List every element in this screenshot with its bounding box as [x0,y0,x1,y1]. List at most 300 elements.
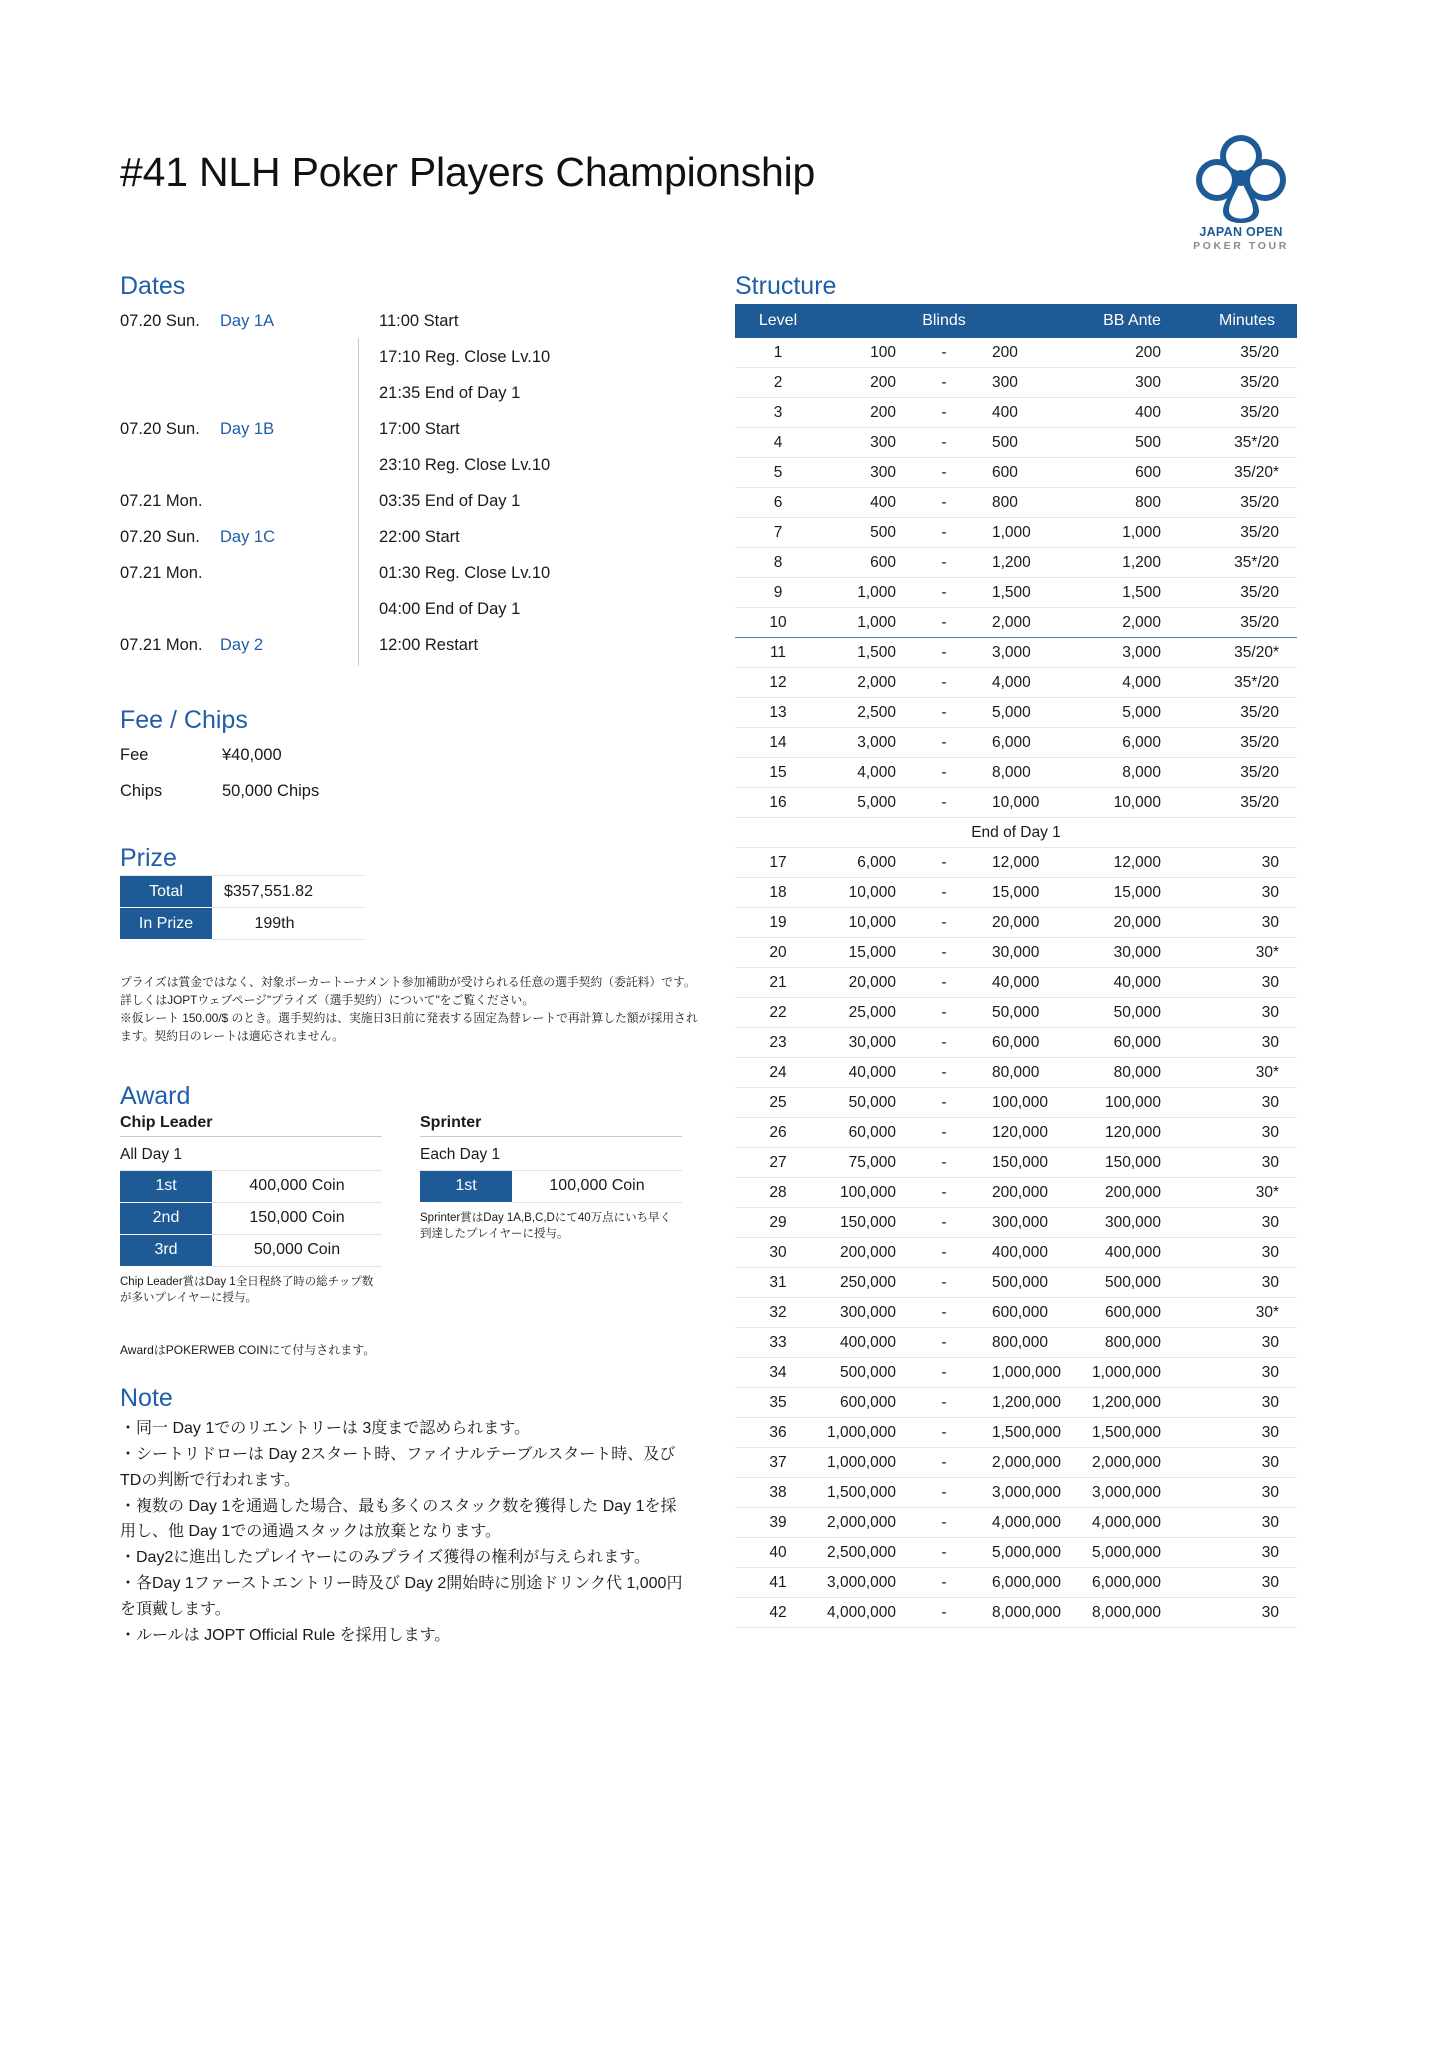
structure-minutes: 30* [1197,938,1297,968]
structure-small-blind: 75,000 [821,1148,903,1178]
structure-blind-dash: - [903,998,985,1028]
structure-big-blind: 800 [985,488,1067,518]
structure-level: 33 [735,1328,821,1358]
structure-small-blind: 200 [821,368,903,398]
structure-level: 24 [735,1058,821,1088]
date-time-label: 22:00 Start [379,528,460,547]
structure-blind-dash: - [903,368,985,398]
structure-big-blind: 8,000 [985,758,1067,788]
structure-level: 26 [735,1118,821,1148]
structure-bb-ante: 400,000 [1067,1238,1197,1268]
structure-blind-dash: - [903,428,985,458]
structure-minutes: 30* [1197,1058,1297,1088]
structure-big-blind: 1,000,000 [985,1358,1067,1388]
structure-end-of-day-label: End of Day 1 [735,818,1297,848]
fee-chips-section [120,706,705,810]
structure-level: 15 [735,758,821,788]
structure-bb-ante: 1,000 [1067,518,1197,548]
structure-level: 31 [735,1268,821,1298]
structure-bb-ante: 12,000 [1067,848,1197,878]
note-item: ・Day2に進出したプレイヤーにのみプライズ獲得の権利が与えられます。 [120,1549,650,1567]
structure-bb-ante: 8,000,000 [1067,1598,1197,1628]
structure-big-blind: 2,000,000 [985,1448,1067,1478]
structure-small-blind: 5,000 [821,788,903,818]
date-row [120,304,705,340]
structure-row [735,1148,1297,1178]
structure-level: 25 [735,1088,821,1118]
fee-row-value: ¥40,000 [222,746,282,764]
note-list [120,1416,690,1649]
page-header [120,150,1330,280]
structure-small-blind: 1,000,000 [821,1418,903,1448]
structure-small-blind: 1,000,000 [821,1448,903,1478]
structure-level: 3 [735,398,821,428]
logo-sub: POKER TOUR [1193,240,1289,252]
structure-bb-ante: 1,200,000 [1067,1388,1197,1418]
note-item: ・ルールは JOPT Official Rule を採用します。 [120,1627,451,1645]
note-heading: Note [120,1384,173,1413]
structure-big-blind: 6,000 [985,728,1067,758]
structure-row [735,1508,1297,1538]
structure-row [735,1538,1297,1568]
structure-big-blind: 300,000 [985,1208,1067,1238]
prize-row-key: In Prize [120,908,212,940]
structure-blind-dash: - [903,758,985,788]
structure-bb-ante: 20,000 [1067,908,1197,938]
structure-row [735,938,1297,968]
structure-blind-dash: - [903,1478,985,1508]
structure-minutes: 30 [1197,1238,1297,1268]
prize-row [120,908,365,940]
dates-heading: Dates [120,272,186,300]
structure-blind-dash: - [903,1268,985,1298]
structure-level: 5 [735,458,821,488]
structure-big-blind: 20,000 [985,908,1067,938]
structure-blind-dash: - [903,1148,985,1178]
chip-leader-row-value: 400,000 Coin [212,1170,382,1202]
structure-bb-ante: 10,000 [1067,788,1197,818]
structure-level: 38 [735,1478,821,1508]
structure-big-blind: 1,200 [985,548,1067,578]
structure-blind-dash: - [903,638,985,668]
date-label: 07.20 Sun. [120,528,200,547]
structure-minutes: 30 [1197,1508,1297,1538]
structure-minutes: 35/20 [1197,608,1297,638]
structure-small-blind: 400 [821,488,903,518]
prize-fine-print-line: ※仮レート 150.00/$ のとき。選手契約は、実施日3日前に発表する固定為替レートで再計算した額が採用されます。契約日のレートは適応されません。 [120,1011,698,1044]
structure-big-blind: 15,000 [985,878,1067,908]
structure-small-blind: 2,000 [821,668,903,698]
structure-blind-dash: - [903,1538,985,1568]
structure-row [735,1028,1297,1058]
fee-row-label: Chips [120,782,163,800]
structure-minutes: 30 [1197,1208,1297,1238]
date-time-label: 01:30 Reg. Close Lv.10 [379,564,551,583]
structure-bb-ante: 150,000 [1067,1148,1197,1178]
sprinter-fine-print: Sprinter賞はDay 1A,B,C,Dにて40万点にいち早く到達したプレイヤーに授与。 [420,1211,672,1241]
structure-level: 41 [735,1568,821,1598]
structure-row [735,758,1297,788]
structure-row [735,1358,1297,1388]
structure-blind-dash: - [903,788,985,818]
sprinter-row-rank: 1st [420,1170,512,1202]
left-column [120,272,705,1649]
structure-small-blind: 1,000 [821,578,903,608]
structure-minutes: 30 [1197,878,1297,908]
structure-small-blind: 200 [821,398,903,428]
structure-blind-dash: - [903,338,985,368]
structure-big-blind: 3,000 [985,638,1067,668]
structure-big-blind: 3,000,000 [985,1478,1067,1508]
structure-blind-dash: - [903,1238,985,1268]
dates-list [120,304,705,664]
structure-bb-ante: 1,000,000 [1067,1358,1197,1388]
structure-blind-dash: - [903,1568,985,1598]
structure-big-blind: 600 [985,458,1067,488]
structure-small-blind: 10,000 [821,878,903,908]
structure-big-blind: 400,000 [985,1238,1067,1268]
structure-minutes: 35/20 [1197,788,1297,818]
date-row [120,592,705,628]
structure-small-blind: 60,000 [821,1118,903,1148]
structure-level: 10 [735,608,821,638]
structure-big-blind: 500 [985,428,1067,458]
structure-row [735,1118,1297,1148]
structure-bb-ante: 600 [1067,458,1197,488]
award-heading: Award [120,1081,191,1110]
fee-row-value: 50,000 Chips [222,782,320,800]
prize-fine-print-line: 詳しくはJOPTウェブページ"プライズ（選手契約）について"をご覧ください。 [120,993,535,1008]
structure-big-blind: 12,000 [985,848,1067,878]
structure-blind-dash: - [903,848,985,878]
sprinter-table [420,1170,682,1203]
structure-big-blind: 600,000 [985,1298,1067,1328]
structure-row [735,1268,1297,1298]
chip-leader-fine-print: Chip Leader賞はDay 1全日程終了時の総チップ数が多いプレイヤーに授与。 [120,1275,374,1305]
structure-row [735,488,1297,518]
column-header-minutes: Minutes [1197,304,1297,338]
structure-blind-dash: - [903,1328,985,1358]
structure-row [735,1478,1297,1508]
chip-leader-row [120,1170,382,1202]
structure-small-blind: 1,500,000 [821,1478,903,1508]
structure-minutes: 30 [1197,1148,1297,1178]
structure-big-blind: 120,000 [985,1118,1067,1148]
structure-blind-dash: - [903,1358,985,1388]
structure-level: 42 [735,1598,821,1628]
structure-big-blind: 1,500,000 [985,1418,1067,1448]
structure-row [735,368,1297,398]
structure-bb-ante: 5,000,000 [1067,1538,1197,1568]
date-time-label: 17:10 Reg. Close Lv.10 [379,348,551,367]
structure-minutes: 30 [1197,968,1297,998]
structure-minutes: 30 [1197,1568,1297,1598]
structure-small-blind: 250,000 [821,1268,903,1298]
structure-blind-dash: - [903,1088,985,1118]
structure-row [735,848,1297,878]
structure-row [735,428,1297,458]
structure-minutes: 35/20* [1197,638,1297,668]
note-item: ・複数の Day 1を通過した場合、最も多くのスタック数を獲得した Day 1を採用し、他 Day 1での通過スタックは放棄となります。 [120,1497,677,1541]
structure-table-head [735,304,1297,338]
structure-row [735,1208,1297,1238]
chip-leader-row-rank: 1st [120,1170,212,1202]
structure-small-blind: 2,500,000 [821,1538,903,1568]
structure-row [735,1298,1297,1328]
structure-level: 36 [735,1418,821,1448]
structure-row [735,1388,1297,1418]
structure-big-blind: 1,200,000 [985,1388,1067,1418]
structure-row [735,908,1297,938]
chip-leader-table [120,1170,382,1267]
structure-level: 40 [735,1538,821,1568]
structure-minutes: 30 [1197,1478,1297,1508]
structure-level: 23 [735,1028,821,1058]
note-item: ・同一 Day 1でのリエントリーは 3度まで認められます。 [120,1419,530,1437]
structure-blind-dash: - [903,1178,985,1208]
structure-big-blind: 8,000,000 [985,1598,1067,1628]
structure-bb-ante: 100,000 [1067,1088,1197,1118]
structure-small-blind: 3,000,000 [821,1568,903,1598]
structure-bb-ante: 2,000,000 [1067,1448,1197,1478]
prize-row-key: Total [120,876,212,908]
prize-row-value: 199th [212,908,365,940]
date-row [120,376,705,412]
structure-minutes: 35*/20 [1197,668,1297,698]
date-label: 07.20 Sun. [120,312,200,331]
structure-level: 9 [735,578,821,608]
prize-row [120,876,365,908]
structure-bb-ante: 1,500 [1067,578,1197,608]
chip-leader-row-value: 50,000 Coin [212,1234,382,1266]
date-time-label: 11:00 Start [379,312,459,331]
structure-small-blind: 200,000 [821,1238,903,1268]
prize-row-value: $357,551.82 [212,876,365,908]
structure-minutes: 35/20 [1197,578,1297,608]
sprinter-period: Each Day 1 [420,1145,501,1163]
note-item: ・シートリドローは Day 2スタート時、ファイナルテーブルスタート時、及びTDの判断で行われます。 [120,1445,676,1489]
structure-big-blind: 50,000 [985,998,1067,1028]
structure-small-blind: 500 [821,518,903,548]
structure-blind-dash: - [903,668,985,698]
structure-minutes: 35*/20 [1197,548,1297,578]
structure-blind-dash: - [903,578,985,608]
structure-minutes: 30 [1197,998,1297,1028]
structure-level: 6 [735,488,821,518]
structure-big-blind: 300 [985,368,1067,398]
date-day-label: Day 1B [220,420,275,439]
date-time-label: 17:00 Start [379,420,460,439]
structure-small-blind: 3,000 [821,728,903,758]
structure-blind-dash: - [903,488,985,518]
structure-level: 21 [735,968,821,998]
structure-row [735,548,1297,578]
structure-blind-dash: - [903,938,985,968]
structure-level: 39 [735,1508,821,1538]
structure-minutes: 35/20 [1197,758,1297,788]
structure-row [735,998,1297,1028]
structure-big-blind: 1,500 [985,578,1067,608]
structure-big-blind: 1,000 [985,518,1067,548]
structure-row [735,668,1297,698]
structure-big-blind: 200,000 [985,1178,1067,1208]
date-row [120,556,705,592]
structure-minutes: 30 [1197,1088,1297,1118]
structure-small-blind: 4,000,000 [821,1598,903,1628]
structure-heading: Structure [735,272,837,300]
structure-big-blind: 30,000 [985,938,1067,968]
structure-minutes: 30* [1197,1298,1297,1328]
structure-blind-dash: - [903,968,985,998]
structure-small-blind: 400,000 [821,1328,903,1358]
structure-bb-ante: 500 [1067,428,1197,458]
structure-level: 20 [735,938,821,968]
structure-row [735,608,1297,638]
prize-fine-print [120,974,700,1046]
structure-big-blind: 5,000,000 [985,1538,1067,1568]
structure-big-blind: 4,000,000 [985,1508,1067,1538]
structure-blind-dash: - [903,398,985,428]
structure-minutes: 30 [1197,1358,1297,1388]
structure-row [735,518,1297,548]
chip-leader-period: All Day 1 [120,1145,183,1163]
structure-small-blind: 100,000 [821,1178,903,1208]
logo-name: JAPAN OPEN [1199,225,1283,239]
award-section [120,1082,705,1358]
structure-level: 19 [735,908,821,938]
structure-big-blind: 6,000,000 [985,1568,1067,1598]
structure-level: 22 [735,998,821,1028]
structure-header-row [735,304,1297,338]
date-row [120,448,705,484]
structure-big-blind: 800,000 [985,1328,1067,1358]
prize-heading: Prize [120,843,177,872]
structure-blind-dash: - [903,698,985,728]
structure-blind-dash: - [903,1058,985,1088]
structure-blind-dash: - [903,728,985,758]
structure-minutes: 35*/20 [1197,428,1297,458]
structure-bb-ante: 500,000 [1067,1268,1197,1298]
structure-minutes: 30 [1197,1538,1297,1568]
structure-big-blind: 100,000 [985,1088,1067,1118]
date-row [120,340,705,376]
structure-big-blind: 500,000 [985,1268,1067,1298]
structure-bb-ante: 3,000 [1067,638,1197,668]
structure-minutes: 30 [1197,1118,1297,1148]
structure-minutes: 30 [1197,908,1297,938]
structure-bb-ante: 4,000 [1067,668,1197,698]
structure-bb-ante: 5,000 [1067,698,1197,728]
structure-bb-ante: 400 [1067,398,1197,428]
structure-bb-ante: 300 [1067,368,1197,398]
date-label: 07.21 Mon. [120,492,203,511]
structure-level: 1 [735,338,821,368]
structure-bb-ante: 1,500,000 [1067,1418,1197,1448]
structure-level: 34 [735,1358,821,1388]
structure-minutes: 30 [1197,848,1297,878]
structure-minutes: 35/20 [1197,398,1297,428]
date-label: 07.20 Sun. [120,420,200,439]
chip-leader-row-rank: 2nd [120,1202,212,1234]
structure-blind-dash: - [903,1118,985,1148]
structure-table-body [735,338,1297,1628]
structure-level: 28 [735,1178,821,1208]
date-label: 07.21 Mon. [120,636,203,655]
structure-small-blind: 1,000 [821,608,903,638]
structure-row [735,1238,1297,1268]
structure-row [735,1448,1297,1478]
date-row [120,628,705,664]
sprinter-row [420,1170,682,1202]
chip-leader-title: Chip Leader [120,1114,382,1137]
structure-minutes: 35/20* [1197,458,1297,488]
structure-minutes: 30 [1197,1448,1297,1478]
sprinter-row-value: 100,000 Coin [512,1170,682,1202]
structure-bb-ante: 800,000 [1067,1328,1197,1358]
structure-minutes: 35/20 [1197,488,1297,518]
structure-bb-ante: 15,000 [1067,878,1197,908]
structure-level: 18 [735,878,821,908]
structure-blind-dash: - [903,908,985,938]
structure-small-blind: 40,000 [821,1058,903,1088]
date-day-label: Day 1A [220,312,275,331]
structure-small-blind: 25,000 [821,998,903,1028]
structure-row [735,1568,1297,1598]
structure-level: 2 [735,368,821,398]
structure-level: 35 [735,1388,821,1418]
prize-section [120,844,705,1046]
structure-big-blind: 60,000 [985,1028,1067,1058]
structure-small-blind: 300 [821,458,903,488]
dates-divider [358,338,359,666]
structure-bb-ante: 300,000 [1067,1208,1197,1238]
date-row [120,484,705,520]
structure-level: 7 [735,518,821,548]
chip-leader-block [120,1114,382,1307]
dates-section [120,272,705,664]
structure-level: 12 [735,668,821,698]
structure-row [735,1328,1297,1358]
structure-end-of-day-row [735,818,1297,848]
fee-row [120,738,705,774]
sprinter-title: Sprinter [420,1114,682,1137]
structure-big-blind: 40,000 [985,968,1067,998]
structure-row [735,1418,1297,1448]
structure-blind-dash: - [903,1298,985,1328]
structure-small-blind: 600 [821,548,903,578]
structure-small-blind: 10,000 [821,908,903,938]
structure-minutes: 30 [1197,1328,1297,1358]
structure-row [735,788,1297,818]
column-header-blinds: Blinds [821,304,1067,338]
date-time-label: 03:35 End of Day 1 [379,492,521,511]
structure-blind-dash: - [903,1208,985,1238]
chip-leader-row-value: 150,000 Coin [212,1202,382,1234]
structure-row [735,968,1297,998]
structure-bb-ante: 800 [1067,488,1197,518]
structure-big-blind: 150,000 [985,1148,1067,1178]
date-day-label: Day 1C [220,528,276,547]
note-section [120,1384,705,1649]
structure-row [735,728,1297,758]
structure-level: 27 [735,1148,821,1178]
structure-bb-ante: 80,000 [1067,1058,1197,1088]
structure-small-blind: 2,500 [821,698,903,728]
structure-bb-ante: 50,000 [1067,998,1197,1028]
chip-leader-row [120,1202,382,1234]
structure-level: 8 [735,548,821,578]
structure-blind-dash: - [903,878,985,908]
